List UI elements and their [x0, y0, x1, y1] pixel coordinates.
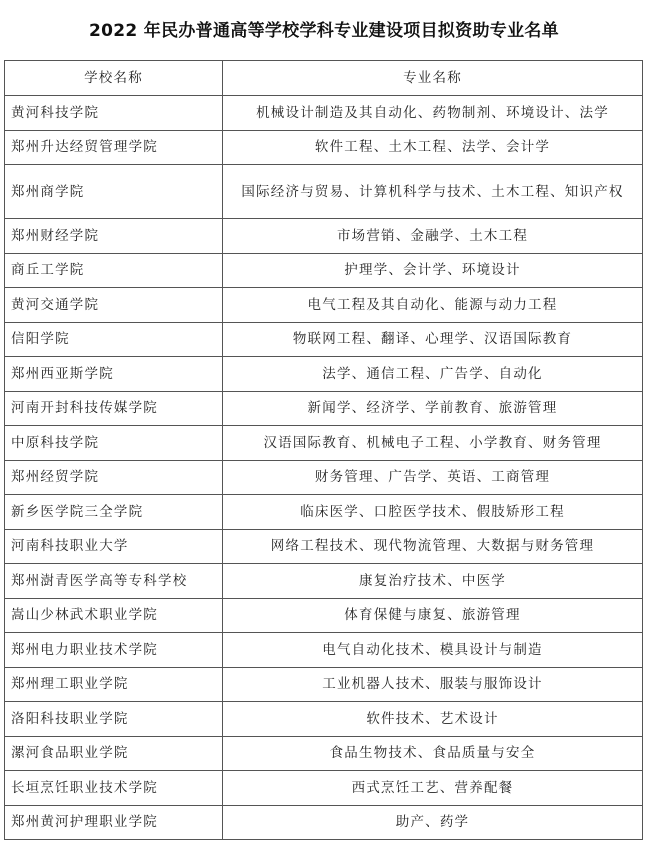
major-names-cell: 临床医学、口腔医学技术、假肢矫形工程 — [223, 495, 643, 530]
table-row — [5, 702, 643, 737]
table-row — [5, 165, 643, 219]
major-names-cell: 电气工程及其自动化、能源与动力工程 — [223, 288, 643, 323]
table-row — [5, 633, 643, 668]
table-row — [5, 495, 643, 530]
school-name-cell: 郑州升达经贸管理学院 — [5, 130, 223, 165]
major-names-cell: 市场营销、金融学、土木工程 — [223, 219, 643, 254]
school-name-cell: 郑州澍青医学高等专科学校 — [5, 564, 223, 599]
major-names-cell: 物联网工程、翻译、心理学、汉语国际教育 — [223, 322, 643, 357]
school-name-cell: 洛阳科技职业学院 — [5, 702, 223, 737]
header-school-name: 学校名称 — [5, 61, 223, 96]
major-names-cell: 电气自动化技术、模具设计与制造 — [223, 633, 643, 668]
table-row — [5, 771, 643, 806]
major-names-cell: 汉语国际教育、机械电子工程、小学教育、财务管理 — [223, 426, 643, 461]
major-names-cell: 食品生物技术、食品质量与安全 — [223, 736, 643, 771]
school-name-cell: 郑州理工职业学院 — [5, 667, 223, 702]
table-row — [5, 460, 643, 495]
school-name-cell: 嵩山少林武术职业学院 — [5, 598, 223, 633]
major-names-cell: 体育保健与康复、旅游管理 — [223, 598, 643, 633]
table-row — [5, 564, 643, 599]
table-row — [5, 805, 643, 840]
table-row — [5, 736, 643, 771]
school-name-cell: 河南开封科技传媒学院 — [5, 391, 223, 426]
school-name-cell: 信阳学院 — [5, 322, 223, 357]
table-header-row — [5, 61, 643, 96]
school-name-cell: 河南科技职业大学 — [5, 529, 223, 564]
school-name-cell: 黄河科技学院 — [5, 96, 223, 131]
table-row — [5, 219, 643, 254]
major-names-cell: 国际经济与贸易、计算机科学与技术、土木工程、知识产权 — [223, 165, 643, 219]
school-name-cell: 郑州商学院 — [5, 165, 223, 219]
header-major-name: 专业名称 — [223, 61, 643, 96]
table-row — [5, 322, 643, 357]
school-name-cell: 郑州财经学院 — [5, 219, 223, 254]
school-name-cell: 郑州电力职业技术学院 — [5, 633, 223, 668]
table-row — [5, 96, 643, 131]
table-row — [5, 391, 643, 426]
table-row — [5, 288, 643, 323]
major-names-cell: 康复治疗技术、中医学 — [223, 564, 643, 599]
funded-majors-table — [4, 60, 643, 840]
table-row — [5, 598, 643, 633]
school-name-cell: 郑州经贸学院 — [5, 460, 223, 495]
major-names-cell: 财务管理、广告学、英语、工商管理 — [223, 460, 643, 495]
school-name-cell: 郑州黄河护理职业学院 — [5, 805, 223, 840]
school-name-cell: 商丘工学院 — [5, 253, 223, 288]
school-name-cell: 漯河食品职业学院 — [5, 736, 223, 771]
table-row — [5, 253, 643, 288]
table-row — [5, 529, 643, 564]
school-name-cell: 中原科技学院 — [5, 426, 223, 461]
major-names-cell: 护理学、会计学、环境设计 — [223, 253, 643, 288]
major-names-cell: 软件工程、土木工程、法学、会计学 — [223, 130, 643, 165]
major-names-cell: 工业机器人技术、服装与服饰设计 — [223, 667, 643, 702]
major-names-cell: 新闻学、经济学、学前教育、旅游管理 — [223, 391, 643, 426]
school-name-cell: 长垣烹饪职业技术学院 — [5, 771, 223, 806]
major-names-cell: 机械设计制造及其自动化、药物制剂、环境设计、法学 — [223, 96, 643, 131]
table-row — [5, 357, 643, 392]
major-names-cell: 软件技术、艺术设计 — [223, 702, 643, 737]
major-names-cell: 西式烹饪工艺、营养配餐 — [223, 771, 643, 806]
table-row — [5, 667, 643, 702]
table-row — [5, 426, 643, 461]
major-names-cell: 助产、药学 — [223, 805, 643, 840]
school-name-cell: 郑州西亚斯学院 — [5, 357, 223, 392]
school-name-cell: 黄河交通学院 — [5, 288, 223, 323]
major-names-cell: 法学、通信工程、广告学、自动化 — [223, 357, 643, 392]
document-title: 2022 年民办普通高等学校学科专业建设项目拟资助专业名单 — [89, 21, 559, 41]
major-names-cell: 网络工程技术、现代物流管理、大数据与财务管理 — [223, 529, 643, 564]
table-row — [5, 130, 643, 165]
school-name-cell: 新乡医学院三全学院 — [5, 495, 223, 530]
